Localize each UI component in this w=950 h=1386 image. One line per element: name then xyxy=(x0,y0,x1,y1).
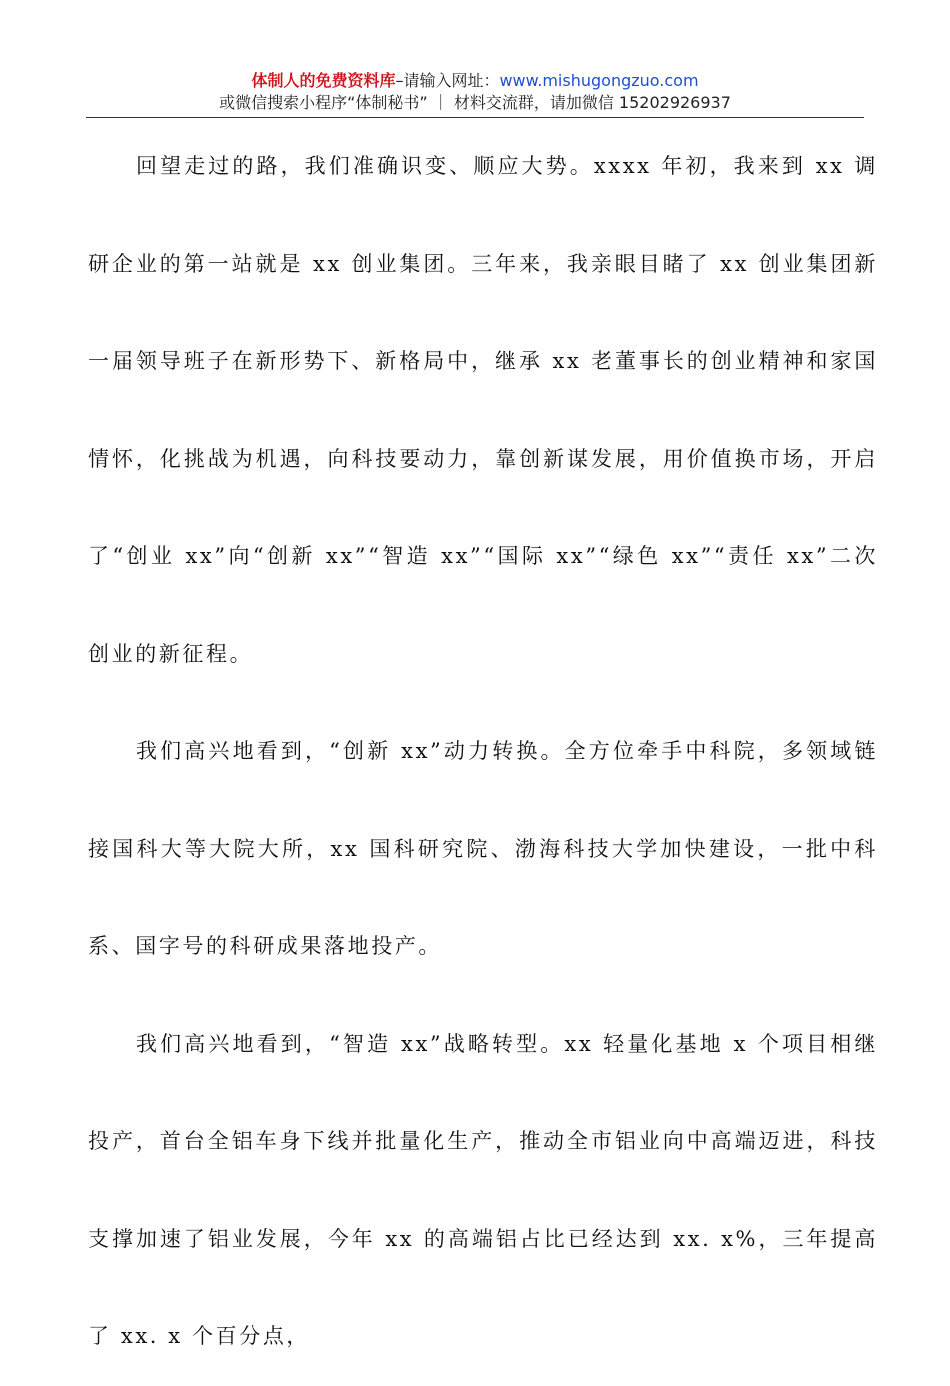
header-brand: 体制人的免费资料库 xyxy=(251,71,396,90)
paragraph-2: 我们高兴地看到，“创新 xx”动力转换。全方位牵手中科院，多领域链接国科大等大院大所，xx 国科研究院、渤海科技大学加快建设，一批中科系、国字号的科研成果落地投产。 xyxy=(88,739,878,958)
header-prompt: –请输入网址： xyxy=(395,71,500,90)
header-line-2: 或微信搜索小程序“体制秘书” ｜ 材料交流群，请加微信 15202926937 xyxy=(219,93,731,112)
header-url-link[interactable]: www.mishugongzuo.com xyxy=(499,71,699,90)
header-line-1 xyxy=(86,70,864,92)
page-header xyxy=(86,70,864,114)
document-body xyxy=(88,118,878,1386)
paragraph-1: 回望走过的路，我们准确识变、顺应大势。xxxx 年初，我来到 xx 调研企业的第一站就是 xx 创业集团。三年来，我亲眼目睹了 xx 创业集团新一届领导班子在新形势下、新格局中，继承 xx 老董事长的创业精神和家国情怀，化挑战为机遇，向科技要动力，靠创新谋发展，用价值换市场，开启了“创业 xx”向“创新 xx”“智造 xx”“国际 xx”“绿色 xx”“责任 xx”二次创业的新征程。 xyxy=(88,154,878,666)
paragraph-3: 我们高兴地看到，“智造 xx”战略转型。xx 轻量化基地 x 个项目相继投产，首台全铝车身下线并批量化生产，推动全市铝业向中高端迈进，科技支撑加速了铝业发展，今年 xx 的高端铝占比已经达到 xx. x%，三年提高了 xx. x 个百分点， xyxy=(88,1031,878,1348)
